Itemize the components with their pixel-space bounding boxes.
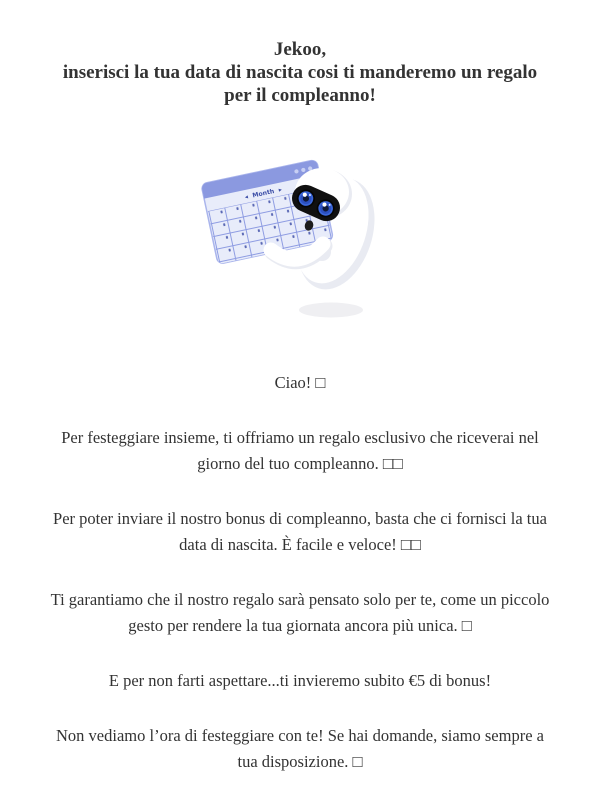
- greeting-text: Ciao! □: [274, 373, 326, 392]
- paragraph-gift-offer: [10, 425, 590, 477]
- heading-line-1: Jekoo,: [273, 39, 327, 60]
- paragraph-birthdate-request: [10, 506, 590, 558]
- paragraph-line: Ti garantiamo che il nostro regalo sarà pensato solo per te, come un piccolo: [50, 590, 550, 609]
- next-month-icon: ▸: [278, 186, 283, 194]
- paragraph-line: gesto per rendere la tua giornata ancora più unica. □: [128, 616, 472, 635]
- paragraph-gift-promise: [10, 587, 590, 639]
- heading-line-3: per il compleanno!: [224, 85, 376, 106]
- paragraph-line: giorno del tuo compleanno. □□: [197, 454, 403, 473]
- prev-month-icon: ◂: [244, 193, 249, 202]
- paragraph-line: Per poter inviare il nostro bonus di compleanno, basta che ci fornisci la tua: [53, 509, 547, 528]
- heading-line-2: inserisci la tua data di nascita cosi ti manderemo un regalo: [62, 62, 538, 83]
- paragraph-line: data di nascita. È facile e veloce! □□: [179, 535, 421, 554]
- paragraph-line: tua disposizione. □: [237, 752, 363, 771]
- paragraph-closing: [10, 723, 590, 775]
- robot-calendar-illustration: [170, 130, 430, 330]
- paragraph-bonus: [10, 668, 590, 694]
- page-title: [10, 38, 590, 107]
- paragraph-line: E per non farti aspettare...ti invieremo subito €5 di bonus!: [108, 671, 492, 690]
- paragraph-line: Non vediamo l’ora di festeggiare con te! Se hai domande, siamo sempre a: [56, 726, 544, 745]
- paragraph-line: Per festeggiare insieme, ti offriamo un regalo esclusivo che riceverai nel: [61, 428, 539, 447]
- ground-shadow-shape: [299, 303, 363, 318]
- calendar-month-label: Month: [251, 188, 275, 200]
